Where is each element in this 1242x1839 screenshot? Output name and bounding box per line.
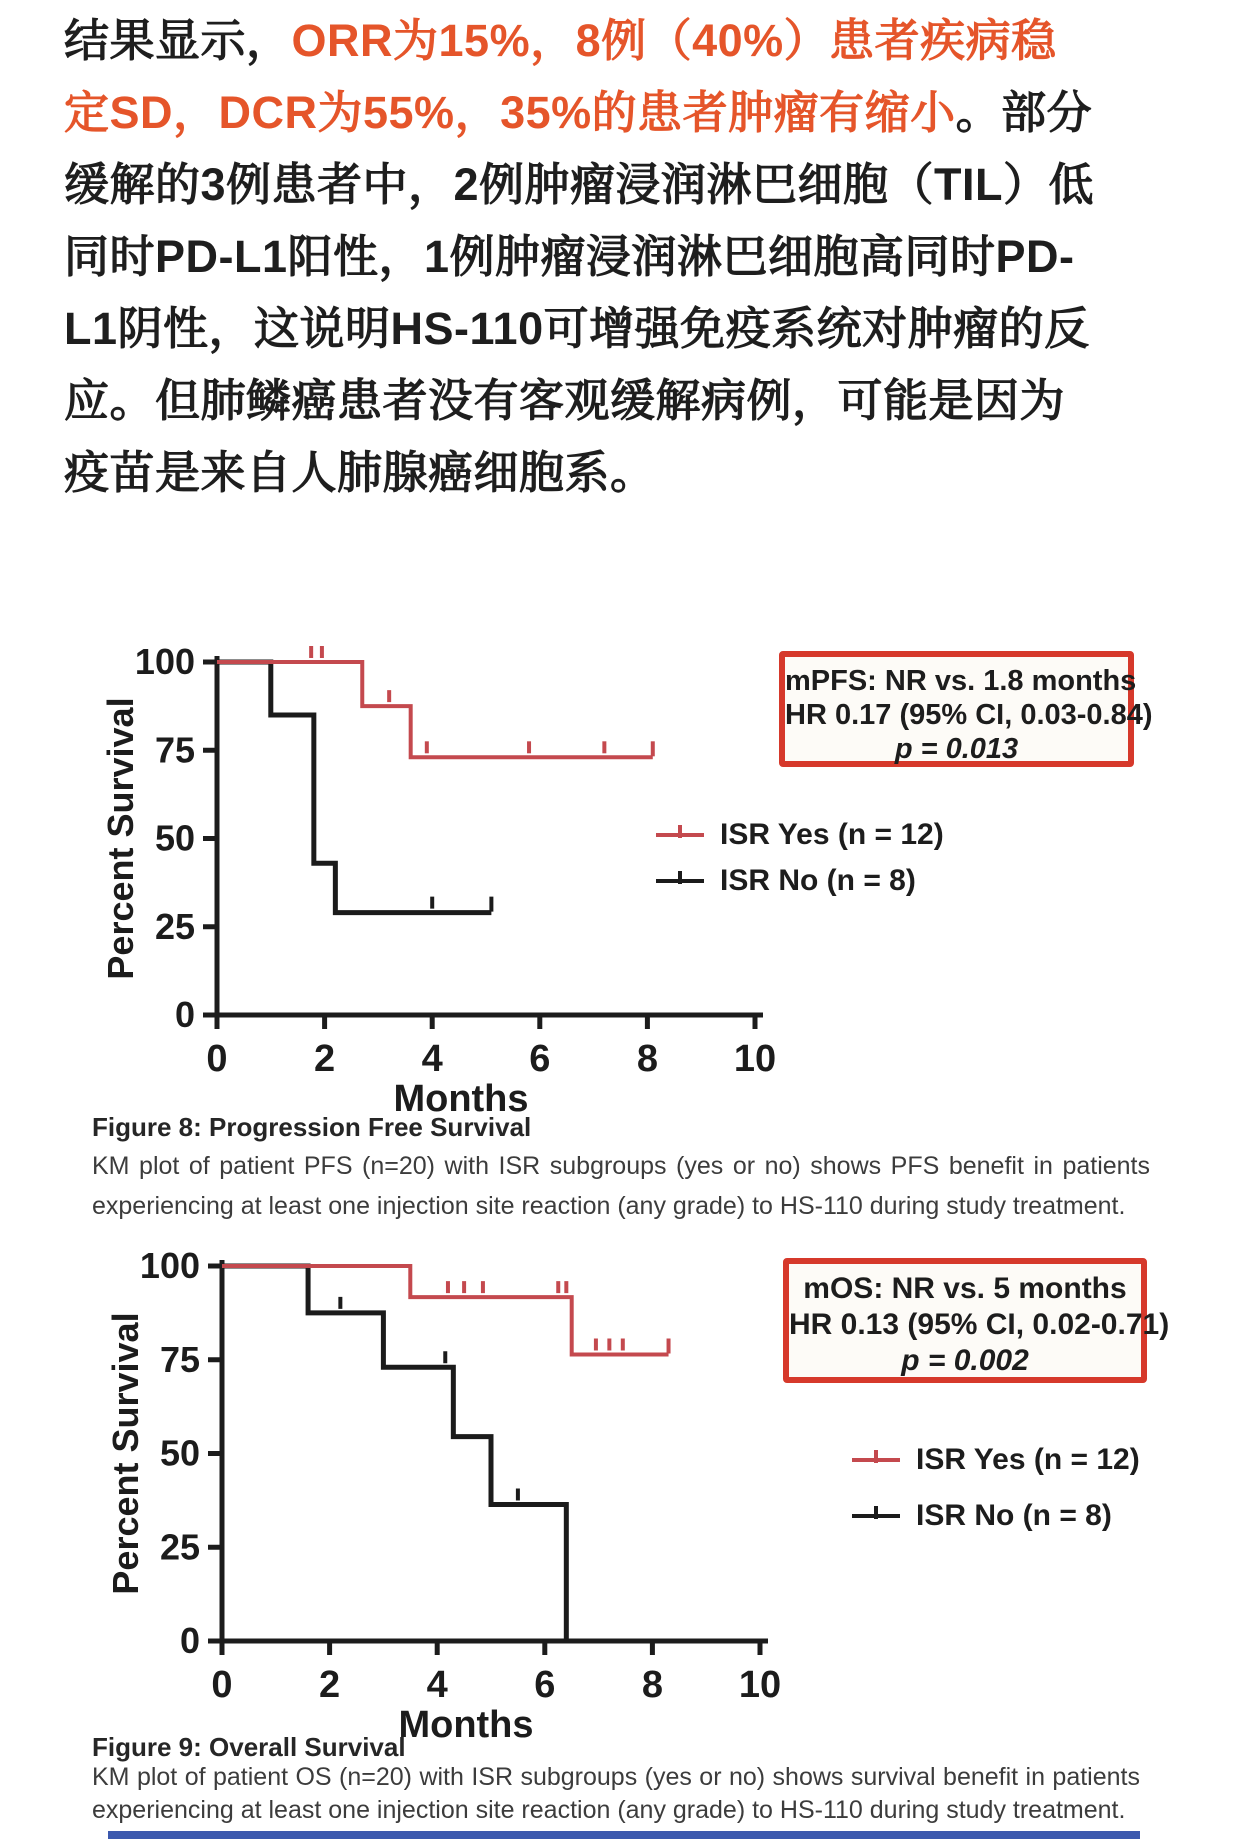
legend-row [656, 858, 944, 904]
series-isr-yes-n- [222, 1266, 669, 1355]
intro-text-segment: 同时PD-L1阳性，1例肿瘤浸润淋巴细胞高同时PD- [64, 231, 1075, 282]
legend-label: ISR No (n = 8) [916, 1499, 1112, 1532]
intro-text-segment: L1阴性，这说明HS-110可增强免疫系统对肿瘤的反 [64, 303, 1090, 354]
svg-text:2: 2 [319, 1664, 341, 1706]
x-axis-title: Months [398, 1704, 534, 1746]
p-value-line: p = 0.013 [894, 733, 1019, 765]
series-isr-yes-n- [217, 646, 653, 757]
axis-labels [105, 1245, 781, 1746]
svg-text:25: 25 [154, 905, 195, 947]
legend-line-marker-icon [656, 871, 704, 891]
svg-text:100: 100 [134, 641, 195, 682]
legend-line-marker-icon [656, 825, 704, 845]
legend-label: ISR No (n = 8) [720, 864, 916, 897]
series-isr-no-n- [217, 662, 491, 913]
svg-text:6: 6 [534, 1664, 556, 1706]
svg-text:100: 100 [139, 1245, 200, 1286]
figure8-caption-line2: experiencing at least one injection site reaction (any grade) to HS-110 during study treatment. [92, 1192, 1126, 1220]
y-axis-title: Percent Survival [105, 1312, 146, 1595]
legend-line-marker-icon [852, 1506, 900, 1526]
svg-text:50: 50 [159, 1432, 200, 1474]
figure9-caption-line2: experiencing at least one injection site reaction (any grade) to HS-110 during study treatment. [92, 1796, 1126, 1824]
svg-text:4: 4 [421, 1038, 443, 1080]
intro-text-segment: 应。但肺鳞癌患者没有客观缓解病例，可能是因为 [64, 375, 1066, 426]
series-isr-no-n- [222, 1266, 566, 1641]
svg-text:4: 4 [426, 1664, 448, 1706]
hr-line: HR 0.13 (95% CI, 0.02-0.71) [789, 1308, 1170, 1341]
x-axis-title: Months [393, 1078, 529, 1120]
intro-text-segment: 疫苗是来自人肺腺癌细胞系。 [64, 447, 656, 498]
svg-text:75: 75 [159, 1338, 200, 1380]
svg-text:8: 8 [641, 1664, 663, 1706]
legend-label: ISR Yes (n = 12) [916, 1443, 1140, 1476]
footer-blue-bar [108, 1831, 1140, 1839]
intro-text-segment: 结果显示， [64, 15, 292, 66]
hr-line: HR 0.17 (95% CI, 0.03-0.84) [785, 699, 1153, 731]
svg-text:75: 75 [154, 729, 195, 771]
svg-text:0: 0 [174, 994, 195, 1035]
os-legend [852, 1432, 1140, 1544]
svg-text:8: 8 [636, 1038, 658, 1080]
intro-text-segment: 定SD，DCR为55%，35%的患者肿瘤有缩小 [64, 87, 956, 138]
figure9-caption-title: Figure 9: Overall Survival [92, 1732, 406, 1762]
figure8-caption-line1: KM plot of patient PFS (n=20) with ISR subgroups (yes or no) shows PFS benefit in patients [92, 1152, 1150, 1180]
legend-row [656, 812, 944, 858]
figure8-caption-title: Figure 8: Progression Free Survival [92, 1112, 532, 1142]
axes [208, 1260, 768, 1655]
svg-text:50: 50 [154, 817, 195, 859]
legend-line-marker-icon [852, 1450, 900, 1470]
os-km-chart [105, 1245, 781, 1746]
svg-text:10: 10 [738, 1664, 782, 1706]
svg-text:10: 10 [733, 1038, 777, 1080]
legend-row [852, 1432, 1140, 1488]
mpfs-line: mPFS: NR vs. 1.8 months [785, 665, 1137, 697]
p-value-line: p = 0.002 [901, 1344, 1029, 1377]
svg-text:25: 25 [159, 1526, 200, 1568]
intro-text-segment: 缓解的3例患者中，2例肿瘤浸润淋巴细胞（TIL）低 [64, 159, 1095, 210]
pfs-legend [656, 812, 944, 904]
figure9-caption-line1: KM plot of patient OS (n=20) with ISR subgroups (yes or no) shows survival benefit in patients [92, 1763, 1140, 1791]
intro-text-segment: ORR为15%，8例（40%）患者疾病稳 [291, 15, 1057, 66]
mpfs-stats-box [779, 651, 1153, 767]
svg-text:0: 0 [206, 1038, 228, 1080]
y-axis-title: Percent Survival [100, 697, 141, 980]
mos-line: mOS: NR vs. 5 months [803, 1272, 1127, 1305]
legend-label: ISR Yes (n = 12) [720, 818, 944, 851]
svg-text:2: 2 [314, 1038, 336, 1080]
svg-text:0: 0 [179, 1620, 200, 1661]
legend-row [852, 1488, 1140, 1544]
intro-text-segment: 。部分 [955, 87, 1093, 138]
mos-stats-box [783, 1258, 1170, 1383]
svg-text:0: 0 [211, 1664, 233, 1706]
svg-text:6: 6 [529, 1038, 551, 1080]
